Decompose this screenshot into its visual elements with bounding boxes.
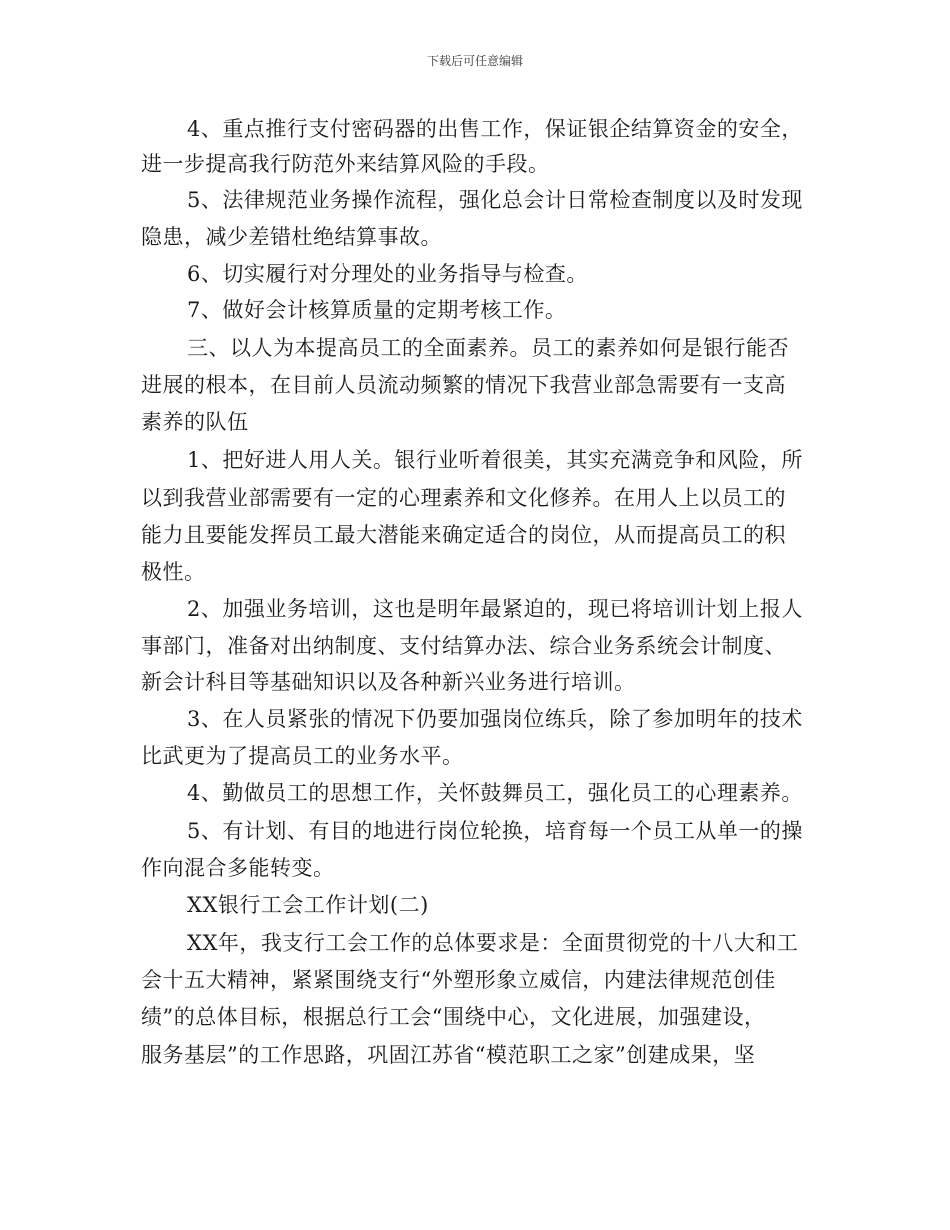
text-line: 2、加强业务培训，这也是明年最紧迫的，现已将培训计划上报人 [187, 597, 803, 621]
text-line: 能力且要能发挥员工最大潜能来确定适合的岗位，从而提高员工的积 [141, 523, 786, 547]
text-line: 4、重点推行支付密码器的出售工作，保证银企结算资金的安全， [187, 117, 803, 141]
text-line: 以到我营业部需要有一定的心理素养和文化修养。在用人上以员工的 [141, 486, 786, 510]
text-line: 服务基层”的工作思路，巩固江苏省“模范职工之家”创建成果，坚 [141, 1043, 756, 1067]
text-line: 新会计科目等基础知识以及各种新兴业务进行培训。 [141, 670, 636, 694]
text-line: 比武更为了提高员工的业务水平。 [141, 744, 464, 768]
text-line: 素养的队伍 [141, 410, 249, 434]
text-line: 绩”的总体目标，根据总行工会“围绕中心，文化进展，加强建设， [141, 1005, 766, 1029]
section-title: XX银行工会工作计划(二) [187, 893, 429, 917]
page-header: 下载后可任意编辑 [426, 54, 523, 68]
text-line: XX年，我支行工会工作的总体要求是：全面贯彻党的十八大和工 [187, 931, 799, 955]
text-line: 事部门，准备对出纳制度、支付结算办法、综合业务系统会计制度、 [141, 634, 786, 658]
text-line: 5、有计划、有目的地进行岗位轮换，培育每一个员工从单一的操 [187, 819, 803, 843]
text-line: 会十五大精神，紧紧围绕支行“外塑形象立威信，内建法律规范创佳 [141, 968, 776, 992]
text-line: 隐患，减少差错杜绝结算事故。 [141, 225, 442, 249]
text-line: 7、做好会计核算质量的定期考核工作。 [187, 298, 567, 322]
text-line: 三、以人为本提高员工的全面素养。员工的素养如何是银行能否 [187, 336, 789, 360]
text-line: 3、在人员紧张的情况下仍要加强岗位练兵，除了参加明年的技术 [187, 707, 803, 731]
text-line: 1、把好进人用人关。银行业听着很美，其实充满竞争和风险，所 [187, 448, 803, 472]
text-line: 极性。 [141, 560, 206, 584]
text-line: 进展的根本，在目前人员流动频繁的情况下我营业部急需要有一支高 [141, 373, 786, 397]
text-line: 5、法律规范业务操作流程，强化总会计日常检查制度以及时发现 [187, 188, 803, 212]
text-line: 作向混合多能转变。 [141, 856, 335, 880]
text-line: 4、勤做员工的思想工作，关怀鼓舞员工，强化员工的心理素养。 [187, 781, 803, 805]
text-line: 6、切实履行对分理处的业务指导与检查。 [187, 262, 588, 286]
text-line: 进一步提高我行防范外来结算风险的手段。 [141, 152, 550, 176]
